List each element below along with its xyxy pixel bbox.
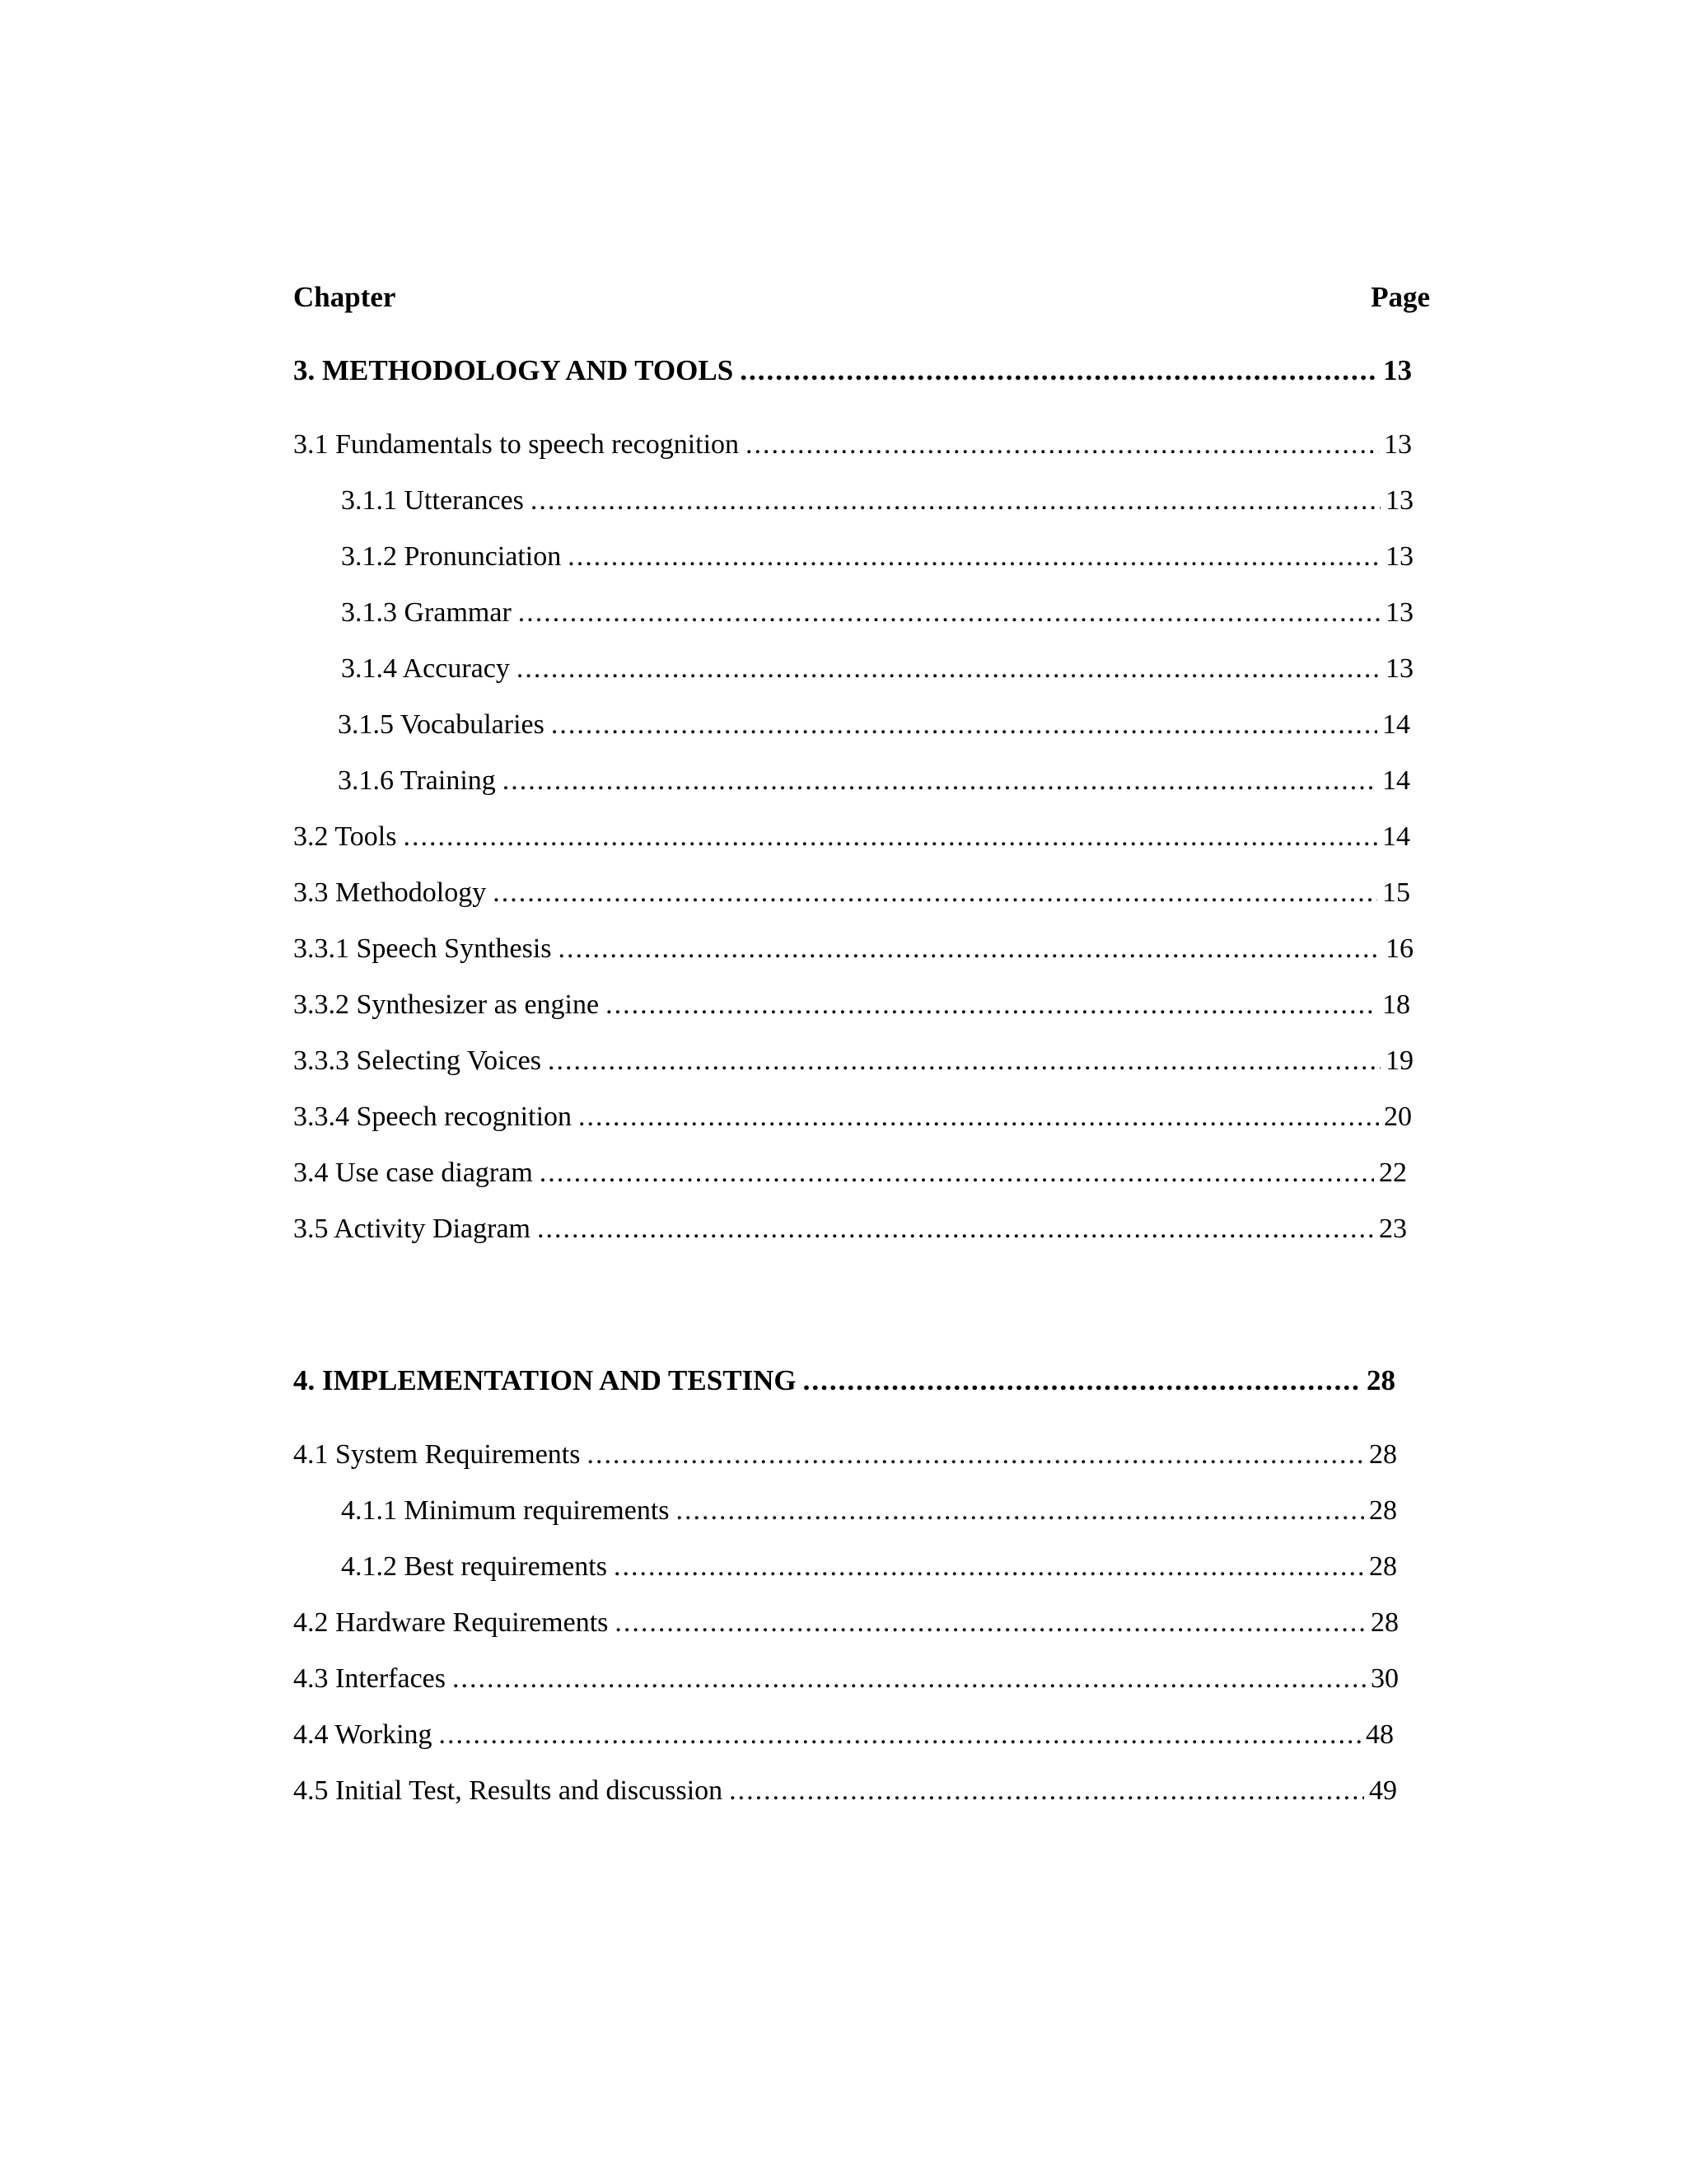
toc-entry-page: 48 — [1366, 1719, 1394, 1750]
dot-leader — [540, 1153, 1374, 1193]
toc-entry-title: 3.1.3 Grammar — [341, 597, 512, 628]
dot-leader — [518, 593, 1381, 633]
toc-entry-3-1-2[interactable] — [341, 537, 1414, 577]
toc-entry-page: 28 — [1371, 1607, 1399, 1638]
toc-chapter-4[interactable] — [293, 1361, 1395, 1401]
dot-leader — [537, 1209, 1374, 1249]
toc-entry-title: 3.3.3 Selecting Voices — [293, 1045, 541, 1076]
dot-leader — [729, 1771, 1364, 1811]
toc-entry-title: 3.1.5 Vocabularies — [338, 709, 544, 740]
dot-leader — [568, 537, 1381, 577]
toc-entry-page: 15 — [1382, 877, 1410, 908]
toc-entry-page: 23 — [1379, 1214, 1407, 1244]
toc-entry-page: 13 — [1386, 541, 1414, 572]
toc-entry-title: 3.2 Tools — [293, 821, 397, 852]
toc-entry-page: 13 — [1386, 597, 1414, 628]
chapter-column-heading: Chapter — [293, 281, 396, 313]
toc-entry-title: 4.3 Interfaces — [293, 1663, 446, 1694]
toc-entry-title: 4. IMPLEMENTATION AND TESTING — [293, 1364, 797, 1396]
toc-entry-3-3-1[interactable] — [293, 929, 1414, 969]
toc-entry-3-1-5[interactable] — [338, 705, 1410, 745]
toc-entry-page: 28 — [1369, 1495, 1397, 1526]
toc-entry-title: 4.1.1 Minimum requirements — [341, 1495, 670, 1526]
dot-leader — [558, 929, 1381, 969]
toc-entry-3-1[interactable] — [293, 425, 1412, 465]
dot-leader — [403, 817, 1377, 857]
toc-entry-page: 13 — [1386, 653, 1414, 684]
toc-entry-title: 3.3 Methodology — [293, 877, 487, 908]
toc-entry-title: 3.1.6 Training — [338, 765, 496, 796]
toc-entry-4-1-2[interactable] — [341, 1547, 1397, 1587]
toc-entry-3-1-6[interactable] — [338, 761, 1410, 801]
toc-entry-title: 4.5 Initial Test, Results and discussion — [293, 1775, 723, 1806]
toc-entry-title: 3.1.4 Accuracy — [341, 653, 510, 684]
toc-entry-title: 3.1 Fundamentals to speech recognition — [293, 429, 740, 460]
toc-chapter-3[interactable] — [293, 351, 1412, 391]
dot-leader — [740, 351, 1378, 391]
toc-entry-title: 4.1.2 Best requirements — [341, 1551, 607, 1582]
toc-entry-page: 13 — [1383, 354, 1412, 386]
dot-leader — [516, 649, 1381, 689]
toc-entry-title: 3.3.4 Speech recognition — [293, 1101, 572, 1132]
dot-leader — [548, 1041, 1381, 1081]
dot-leader — [586, 1435, 1364, 1475]
toc-entry-title: 3.1.1 Utterances — [341, 485, 524, 516]
page-column-heading: Page — [1371, 281, 1430, 313]
toc-entry-title: 3.5 Activity Diagram — [293, 1214, 531, 1244]
toc-entry-3-2[interactable] — [293, 817, 1410, 857]
toc-entry-page: 28 — [1367, 1364, 1395, 1396]
toc-entry-3-3-3[interactable] — [293, 1041, 1414, 1081]
dot-leader — [614, 1547, 1364, 1587]
toc-entry-title: 4.2 Hardware Requirements — [293, 1607, 609, 1638]
toc-entry-4-3[interactable] — [293, 1659, 1399, 1699]
toc-entry-page: 28 — [1369, 1439, 1397, 1470]
toc-entry-title: 4.4 Working — [293, 1719, 432, 1750]
dot-leader — [605, 985, 1377, 1025]
dot-leader — [493, 873, 1377, 913]
toc-entry-title: 4.1 System Requirements — [293, 1439, 581, 1470]
toc-entry-4-5[interactable] — [293, 1771, 1397, 1811]
dot-leader — [578, 1097, 1379, 1137]
toc-entry-3-1-1[interactable] — [341, 481, 1414, 521]
toc-entry-page: 28 — [1369, 1551, 1397, 1582]
toc-entry-4-1-1[interactable] — [341, 1491, 1397, 1531]
toc-entry-4-1[interactable] — [293, 1435, 1397, 1475]
dot-leader — [745, 425, 1379, 465]
toc-entry-page: 30 — [1371, 1663, 1399, 1694]
toc-entry-page: 14 — [1382, 765, 1410, 796]
dot-leader — [439, 1715, 1361, 1755]
toc-entry-3-1-4[interactable] — [341, 649, 1414, 689]
toc-entry-3-3-4[interactable] — [293, 1097, 1412, 1137]
toc-entry-page: 19 — [1386, 1045, 1414, 1076]
dot-leader — [803, 1361, 1362, 1401]
toc-entry-page: 13 — [1386, 485, 1414, 516]
dot-leader — [551, 705, 1377, 745]
toc-entry-title: 3.1.2 Pronunciation — [341, 541, 562, 572]
toc-entry-3-4[interactable] — [293, 1153, 1407, 1193]
toc-entry-page: 49 — [1369, 1775, 1397, 1806]
toc-entry-3-1-3[interactable] — [341, 593, 1414, 633]
dot-leader — [452, 1659, 1366, 1699]
toc-entry-4-4[interactable] — [293, 1715, 1394, 1755]
toc-entry-page: 20 — [1384, 1101, 1412, 1132]
toc-entry-title: 3.4 Use case diagram — [293, 1157, 533, 1188]
toc-entry-page: 13 — [1384, 429, 1412, 460]
toc-entry-3-5[interactable] — [293, 1209, 1407, 1249]
toc-entry-page: 22 — [1379, 1157, 1407, 1188]
toc-entry-3-3-2[interactable] — [293, 985, 1410, 1025]
toc-entry-title: 3.3.1 Speech Synthesis — [293, 933, 552, 964]
toc-entry-page: 18 — [1382, 989, 1410, 1020]
dot-leader — [502, 761, 1377, 801]
toc-entry-4-2[interactable] — [293, 1603, 1399, 1643]
dot-leader — [676, 1491, 1364, 1531]
toc-entry-page: 14 — [1382, 709, 1410, 740]
toc-entry-page: 14 — [1382, 821, 1410, 852]
dot-leader — [530, 481, 1381, 521]
dot-leader — [615, 1603, 1366, 1643]
toc-entry-page: 16 — [1386, 933, 1414, 964]
toc-entry-title: 3.3.2 Synthesizer as engine — [293, 989, 600, 1020]
toc-entry-title: 3. METHODOLOGY AND TOOLS — [293, 354, 734, 386]
toc-entry-3-3[interactable] — [293, 873, 1410, 913]
